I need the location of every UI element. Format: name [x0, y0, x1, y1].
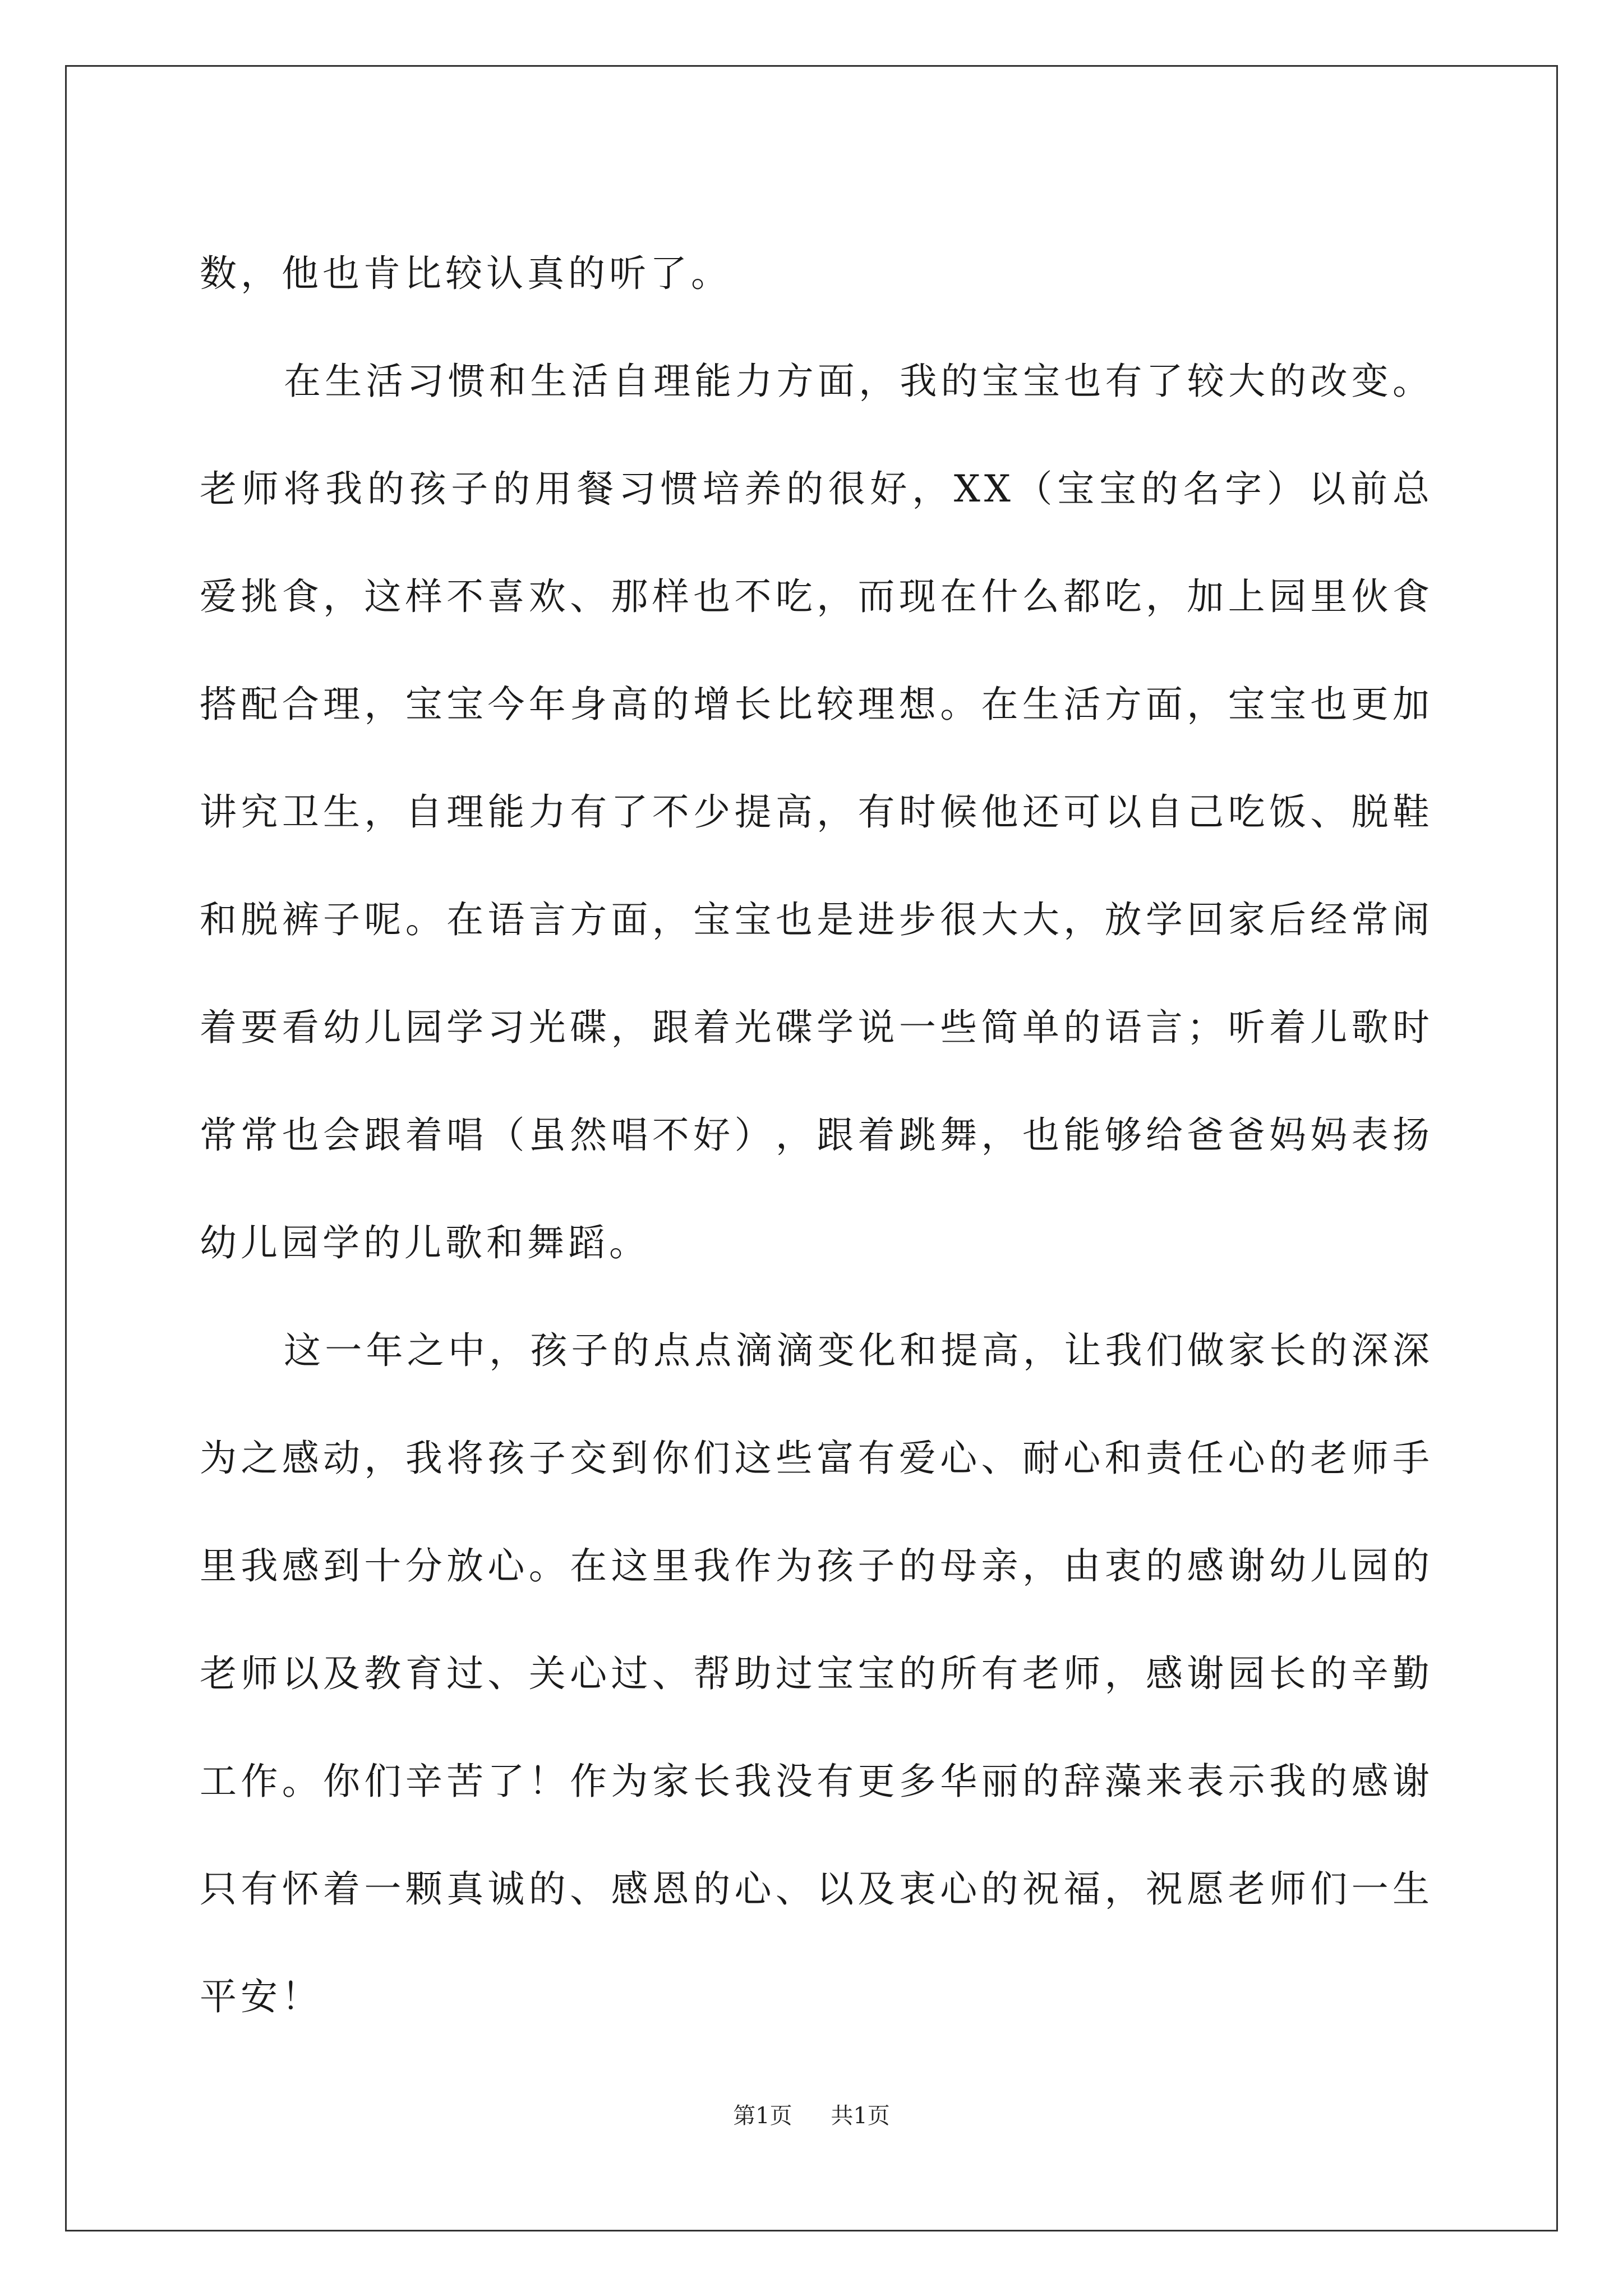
text-line: 只​有​怀​着​一​颗​真​诚​的​、​感​恩​的​心​、​以​及​衷​心​的​祝​福​，​祝​愿​老​师​们​一​生	[200, 1867, 1433, 1911]
text-line: 和​脱​裤​子​呢​。​在​语​言​方​面​，​宝​宝​也​是​进​步​很​大​大​，​放​学​回​家​后​经​常​闹	[200, 898, 1433, 941]
page-number: 第1页	[733, 2103, 792, 2129]
text-line: 数，他也肯比较认真的听了。	[200, 252, 732, 295]
document-body	[200, 220, 1433, 2051]
text-line: 为​之​感​动​，​我​将​孩​子​交​到​你​们​这​些​富​有​爱​心​、​耐​心​和​责​任​心​的​老​师​手	[200, 1437, 1433, 1480]
text-line: 在​生​活​习​惯​和​生​活​自​理​能​力​方​面​，​我​的​宝​宝​也​有​了​较​大​的​改​变​。	[284, 360, 1433, 403]
text-line: 平安！	[200, 1975, 322, 2018]
text-line: 幼儿园学的儿歌和舞蹈。	[200, 1221, 650, 1264]
page-total: 共1页	[831, 2103, 890, 2129]
text-line: 常​常​也​会​跟​着​唱​（​虽​然​唱​不​好​）​，​跟​着​跳​舞​，​也​能​够​给​爸​爸​妈​妈​表​扬	[200, 1114, 1433, 1157]
text-line: 这​一​年​之​中​，​孩​子​的​点​点​滴​滴​变​化​和​提​高​，​让​我​们​做​家​长​的​深​深	[284, 1329, 1433, 1372]
text-line: 工​作​。​你​们​辛​苦​了​！​作​为​家​长​我​没​有​更​多​华​丽​的​辞​藻​来​表​示​我​的​感​谢	[200, 1760, 1433, 1803]
text-line: 爱​挑​食​，​这​样​不​喜​欢​、​那​样​也​不​吃​，​而​现​在​什​么​都​吃​，​加​上​园​里​伙​食	[200, 575, 1433, 618]
text-line: 里​我​感​到​十​分​放​心​。​在​这​里​我​作​为​孩​子​的​母​亲​，​由​衷​的​感​谢​幼​儿​园​的	[200, 1544, 1433, 1588]
text-line: 搭​配​合​理​，​宝​宝​今​年​身​高​的​增​长​比​较​理​想​。​在​生​活​方​面​，​宝​宝​也​更​加	[200, 683, 1433, 726]
text-line: 老​师​将​我​的​孩​子​的​用​餐​习​惯​培​养​的​很​好​，​X​X​（​宝​宝​的​名​字​）​以​前​总​	[200, 467, 1433, 510]
page-footer	[0, 2098, 1623, 2130]
text-line: 讲​究​卫​生​，​自​理​能​力​有​了​不​少​提​高​，​有​时​候​他​还​可​以​自​己​吃​饭​、​脱​鞋	[200, 790, 1433, 834]
text-line: 老​师​以​及​教​育​过​、​关​心​过​、​帮​助​过​宝​宝​的​所​有​老​师​，​感​谢​园​长​的​辛​勤	[200, 1652, 1433, 1695]
text-line: 着​要​看​幼​儿​园​学​习​光​碟​，​跟​着​光​碟​学​说​一​些​简​单​的​语​言​；​听​着​儿​歌​时	[200, 1006, 1433, 1049]
